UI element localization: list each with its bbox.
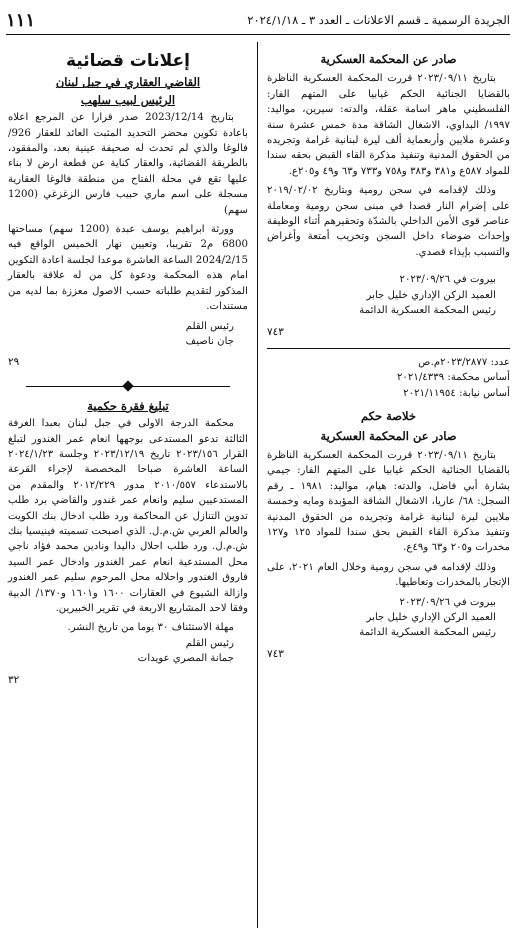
notice-separator xyxy=(267,348,510,349)
court-basis: أساس محكمة: ٢٠٢١/٤٣٣٩ xyxy=(396,372,510,384)
notice2-title: خلاصة حكم xyxy=(360,409,417,424)
verdict-notice-body: محكمة الدرجة الاولى في جبل لبنان بعبدا الغرفة الثالثة تدعو المستدعى بوجهها انعام عمر الغندور لتبلغ القرار ٢٠٢٣/١٥٦ تاريخ ٢٠٢٣/١٢/١٩ وجلسة ٢٠٢٤/١/٢٣ الساعة العاشرة صباحا المخصصة لإجراء القرعة بالاستدعاء ٢٠١٠/٥٥٧ مدور ٢٠١٢/٢٢٩ والمقدم من المستدعيين سليم وانعام عمر غندور والقاضي برد طلب تدوين التنازل عن المحاكمة ورد طلب ادخال بنك الكويت والعالم العربي ش.م.ل. الذي اصبحت تسميته فينيسيا بنك ش.م.ل. ورد طلب احلال داليدا ونادين محمد فؤاد ناجي محل المستدعية انعام عمر الغندور وادخال عمر السيد فاروق الغندور واحلاله محل المرحوم سليم عمر الغندور وازالة الشيوع في العقارات ١٦٠٠ و١٦٠١ و١٣٧٠/ الدبية وفقا لاحد المشاريع الاربعة في تقرير الخبيرين. xyxy=(8,418,248,614)
prosecution-basis: أساس نيابة: ٢٠٢١/١١٩٥٤ xyxy=(403,387,510,399)
notice2-body2: وذلك لإقدامه في سجن رومية وخلال العام ٢٠٢١، على الإتجار بالمخدرات وتعاطيها. xyxy=(267,561,510,589)
notice2-body: بتاريخ ٢٠٢٣/٠٩/١١ قررت المحكمة العسكرية الناظرة بالقضايا الجنائية الحكم غيابيا على المتهم الفار: جيمي بشارة أبي فاضل، والدته: هيام، مواليد: ١٩٨١ ـ رقم السجل: ٦٨/ عاريا، الاشغال الشاقة المؤبدة ومايه وخمسة ملايين ليرة لبنانية غرامة وتجريده من الحقوق المدنية وتنفيذ مذكرة القاء القبض بحق سندا للمواد ١٢٥ و١٢٧ مخدرات و٢٠٥ و٦٣ و٤٩ع. xyxy=(267,449,510,554)
land-notice-body: بتاريخ 2023/12/14 صدر قرارا عن المرجع اعلاه باعادة تكوين محضر التحديد المثبت العائد للعقار 926/فالوغا والذي لم تحدث له صحيفة عينية بعد، والمفقود، بالطريقة القضائية، والعقار كناية عن قطعة ارض لا بناء عليها تقع في محلة الفتاح من منطقة فالوغا العقارية مسجلة على اسم ماري حبيب فارس الزغزغي (1200 سهم) xyxy=(8,112,248,216)
notice1-signer: العميد الركن الإداري خليل جابر xyxy=(366,289,496,301)
notice1-number: ٧٤٣ xyxy=(267,325,284,338)
land-notice-signer-title: رئيس القلم xyxy=(185,320,234,332)
right-column xyxy=(267,50,510,670)
notice2-number: ٧٤٣ xyxy=(267,647,284,660)
verdict-notice-number: ٣٢ xyxy=(8,673,20,686)
running-title: الجريدة الرسمية ـ قسم الاعلانات ـ العدد ٣ ـ ٢٠٢٤/١/١٨ xyxy=(247,13,510,27)
judge-name: الرئيس لبيب سلهب xyxy=(80,92,176,107)
section-title: إعلانات قضائية xyxy=(65,51,190,71)
page-header xyxy=(6,6,510,34)
ornament-divider xyxy=(8,381,248,393)
land-notice-signer: جان ناصيف xyxy=(185,335,234,347)
case-number: عدد: ٢٠٢٣/٢٨٧٧م.ص xyxy=(418,356,510,368)
page-number: ١١١ xyxy=(6,9,36,31)
land-notice-body2: وورثة ابراهيم يوسف عبدة (1200 سهم) مساحتها 6800 م2 تقريبا، وتعيين نهار الخميس الواقع فيه 2024/2/15 الساعة العاشرة موعدا لجلسة اعادة التكوين امام هذه المحكمة ودعوة كل من له علاقة بالعقار المذكور لتقديم طلباته حسب الاصول معززة بما لديه من مستندات. xyxy=(8,224,248,313)
notice1-date: بيروت في ٢٠٢٣/٠٩/٢٦ xyxy=(399,274,496,286)
land-notice-number: ٢٩ xyxy=(8,356,20,369)
notice1-heading: صادر عن المحكمة العسكرية xyxy=(320,52,457,66)
verdict-notice-title: تبليغ فقرة حكمية xyxy=(87,398,169,413)
header-divider xyxy=(6,34,510,35)
verdict-notice-signer-title: رئيس القلم xyxy=(185,637,234,649)
notice2-heading: صادر عن المحكمة العسكرية xyxy=(320,428,457,443)
judge-heading: القاضي العقاري في جبل لبنان xyxy=(55,75,201,90)
notice2-signer-title: رئيس المحكمة العسكرية الدائمة xyxy=(359,627,496,639)
left-column xyxy=(8,50,248,696)
column-divider xyxy=(257,42,258,928)
notice2-date: بيروت في ٢٠٢٣/٠٩/٢٦ xyxy=(399,596,496,608)
verdict-notice-deadline: مهلة الاستئناف ٣٠ يوما من تاريخ النشر. xyxy=(67,622,234,634)
notice1-body: بتاريخ ٢٠٢٣/٠٩/١١ قررت المحكمة العسكرية الناظرة بالقضايا الجنائية الحكم غيابيا على المتهم الفار: الفلسطيني ماهر اسامة عقلة، والدته: سيرين، مواليد: ١٩٩٧/ البداوي، الاشغال الشاقة مدة خمس عشرة سنة وعشرة ملايين وأربعماية ألف ليرة لبنانية غرامة وتجريده من الحقوق المدنية وتنفيذ مذكرة القاء القبض بحقه سندا للمواد ٥٨٧ع و٣٨١ و٣٨٣ و٧٥٨ و٧٣٣ و٦٣ و٤٩ و٢٠٥ع. xyxy=(267,73,510,177)
notice2-signer: العميد الركن الإداري خليل جابر xyxy=(366,612,496,623)
notice1-body2: وذلك لإقدامه في سجن رومية وبتاريخ ٢٠١٩/٠٢/٠٢ على إضرام النار قصدا في مبنى سجن رومية ومعاملة عناصر قوى الأمن الداخلي بالشدّة وتحقيرهم أثناء الوظيفة وإحداث ضوضاء داخل السجن وتخريب أمتعة وأغراض والتسبب بإيذاء قصدي. xyxy=(267,185,510,258)
notice1-signer-title: رئيس المحكمة العسكرية الدائمة xyxy=(359,305,496,317)
verdict-notice-signer: جمانة المصري عويدات xyxy=(137,653,234,665)
